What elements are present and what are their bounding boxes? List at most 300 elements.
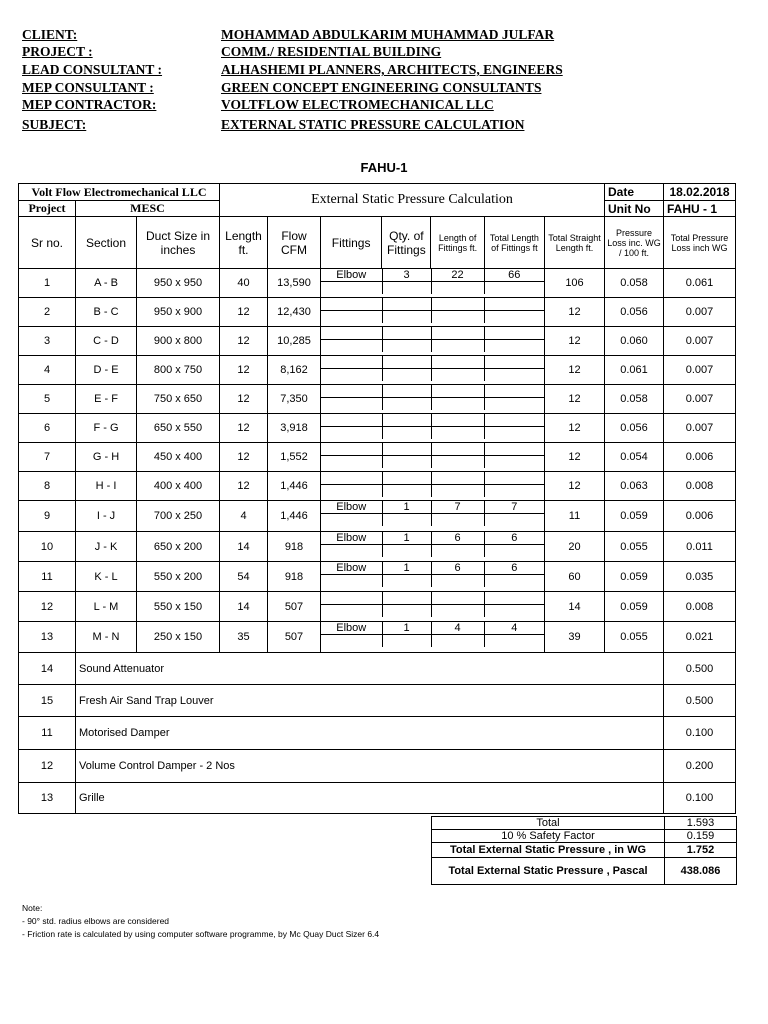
fittings-cell [321, 356, 545, 385]
row-flow: 12,430 [268, 298, 321, 327]
row-loss-per-100ft: 0.055 [605, 532, 664, 562]
fittings-subgrid [321, 269, 544, 294]
row-section: B - C [76, 298, 137, 327]
fitting-total-length: 6 [484, 532, 544, 545]
extra-sr-no: 14 [19, 653, 76, 685]
fittings-cell [321, 532, 545, 562]
fitting-length [431, 472, 484, 485]
table-row [19, 298, 736, 327]
row-flow: 507 [268, 592, 321, 622]
row-sr-no: 4 [19, 356, 76, 385]
row-straight-length: 12 [545, 298, 605, 327]
table-row [19, 385, 736, 414]
row-section: F - G [76, 414, 137, 443]
fitting-blank [484, 369, 544, 382]
row-duct-size: 550 x 150 [137, 592, 220, 622]
extra-description: Fresh Air Sand Trap Louver [76, 685, 664, 717]
summary-esp-pa-label: Total External Static Pressure , Pascal [432, 858, 665, 885]
col-total-straight-length: Total Straight Length ft. [545, 217, 605, 269]
fitting-total-length [484, 414, 544, 427]
row-section: D - E [76, 356, 137, 385]
row-length: 40 [220, 269, 268, 298]
fitting-blank [321, 398, 382, 411]
fittings-cell [321, 298, 545, 327]
row-loss-per-100ft: 0.059 [605, 501, 664, 532]
row-flow: 1,552 [268, 443, 321, 472]
row-total-loss: 0.021 [664, 622, 736, 653]
fitting-blank [321, 427, 382, 440]
row-length: 35 [220, 622, 268, 653]
row-sr-no: 7 [19, 443, 76, 472]
table-row [19, 532, 736, 562]
row-length: 14 [220, 532, 268, 562]
fittings-subgrid [321, 298, 544, 323]
fitting-qty [382, 356, 431, 369]
row-flow: 507 [268, 622, 321, 653]
row-loss-per-100ft: 0.059 [605, 562, 664, 592]
fitting-total-length [484, 385, 544, 398]
col-flow: Flow CFM [268, 217, 321, 269]
table-row-extra [19, 750, 736, 783]
fitting-blank [431, 605, 484, 618]
fitting-name [321, 356, 382, 369]
row-section: M - N [76, 622, 137, 653]
row-straight-length: 11 [545, 501, 605, 532]
company-name: Volt Flow Electromechanical LLC [19, 184, 220, 201]
fitting-length: 7 [431, 501, 484, 514]
row-duct-size: 900 x 800 [137, 327, 220, 356]
fitting-blank [431, 398, 484, 411]
row-flow: 13,590 [268, 269, 321, 298]
table-row-extra [19, 717, 736, 750]
summary-esp-wg-label: Total External Static Pressure , in WG [432, 843, 665, 858]
row-total-loss: 0.008 [664, 592, 736, 622]
project-label-cell: Project [19, 201, 76, 217]
row-duct-size: 550 x 200 [137, 562, 220, 592]
row-section: J - K [76, 532, 137, 562]
summary-esp-wg-value: 1.752 [665, 843, 737, 858]
subject-label: SUBJECT: [22, 117, 87, 132]
table-row [19, 443, 736, 472]
row-flow: 918 [268, 562, 321, 592]
row-sr-no: 10 [19, 532, 76, 562]
fitting-blank [321, 369, 382, 382]
extra-description: Motorised Damper [76, 717, 664, 750]
fitting-blank [321, 514, 382, 527]
col-qty-fittings: Qty. of Fittings [382, 217, 431, 269]
fitting-length: 4 [431, 622, 484, 635]
fittings-subgrid [321, 414, 544, 439]
fitting-length: 6 [431, 562, 484, 575]
fitting-name: Elbow [321, 562, 382, 575]
row-section: I - J [76, 501, 137, 532]
fittings-cell [321, 443, 545, 472]
project-value-cell: MESC [76, 201, 220, 217]
fittings-cell [321, 269, 545, 298]
fittings-subgrid [321, 443, 544, 468]
client-label: CLIENT: [22, 27, 78, 42]
table-row [19, 622, 736, 653]
row-sr-no: 6 [19, 414, 76, 443]
lead-consultant-value: ALHASHEMI PLANNERS, ARCHITECTS, ENGINEERS [221, 62, 563, 77]
fitting-qty [382, 472, 431, 485]
row-straight-length: 12 [545, 327, 605, 356]
fitting-blank [431, 282, 484, 295]
row-section: E - F [76, 385, 137, 414]
row-section: A - B [76, 269, 137, 298]
extra-sr-no: 15 [19, 685, 76, 717]
summary-esp-pa-row [432, 858, 737, 885]
summary-total-value: 1.593 [665, 817, 737, 830]
fitting-blank [382, 635, 431, 648]
fitting-blank [484, 427, 544, 440]
fitting-name: Elbow [321, 532, 382, 545]
col-length: Length ft. [220, 217, 268, 269]
fitting-total-length [484, 327, 544, 340]
unit-value: FAHU - 1 [664, 201, 736, 217]
row-loss-per-100ft: 0.056 [605, 414, 664, 443]
row-section: H - I [76, 472, 137, 501]
row-loss-per-100ft: 0.060 [605, 327, 664, 356]
date-value: 18.02.2018 [664, 184, 736, 201]
row-duct-size: 950 x 950 [137, 269, 220, 298]
extra-total-loss: 0.100 [664, 717, 736, 750]
row-duct-size: 800 x 750 [137, 356, 220, 385]
fitting-blank [382, 369, 431, 382]
fitting-qty [382, 327, 431, 340]
fitting-name: Elbow [321, 269, 382, 282]
row-length: 14 [220, 592, 268, 622]
subject-value: EXTERNAL STATIC PRESSURE CALCULATION [221, 117, 525, 132]
fitting-name [321, 298, 382, 311]
fitting-blank [484, 456, 544, 469]
fitting-blank [321, 635, 382, 648]
fitting-blank [431, 340, 484, 353]
summary-table [431, 816, 737, 885]
row-sr-no: 3 [19, 327, 76, 356]
summary-safety-row [432, 830, 737, 843]
column-header-row [19, 217, 736, 269]
row-total-loss: 0.007 [664, 298, 736, 327]
summary-safety-label: 10 % Safety Factor [432, 830, 665, 843]
row-total-loss: 0.061 [664, 269, 736, 298]
row-duct-size: 950 x 900 [137, 298, 220, 327]
col-total-length-fittings: Total Length of Fittings ft [484, 217, 544, 269]
fitting-total-length: 66 [484, 269, 544, 282]
fitting-blank [484, 340, 544, 353]
fitting-total-length [484, 472, 544, 485]
row-length: 54 [220, 562, 268, 592]
row-straight-length: 39 [545, 622, 605, 653]
mep-contractor-label: MEP CONTRACTOR: [22, 97, 157, 112]
fitting-length [431, 385, 484, 398]
row-loss-per-100ft: 0.063 [605, 472, 664, 501]
col-section: Section [76, 217, 137, 269]
row-straight-length: 106 [545, 269, 605, 298]
fittings-cell [321, 562, 545, 592]
fitting-name: Elbow [321, 501, 382, 514]
table-row [19, 327, 736, 356]
row-flow: 7,350 [268, 385, 321, 414]
fitting-blank [484, 605, 544, 618]
fitting-total-length [484, 443, 544, 456]
row-flow: 918 [268, 532, 321, 562]
row-duct-size: 650 x 550 [137, 414, 220, 443]
fittings-subgrid [321, 562, 544, 587]
row-duct-size: 750 x 650 [137, 385, 220, 414]
fitting-total-length [484, 592, 544, 605]
fitting-blank [382, 545, 431, 558]
col-total-pressure-loss: Total Pressure Loss inch WG [664, 217, 736, 269]
row-section: L - M [76, 592, 137, 622]
fitting-name: Elbow [321, 622, 382, 635]
fitting-name [321, 327, 382, 340]
row-total-loss: 0.007 [664, 385, 736, 414]
extra-description: Grille [76, 783, 664, 814]
row-loss-per-100ft: 0.059 [605, 592, 664, 622]
row-total-loss: 0.006 [664, 443, 736, 472]
fitting-qty [382, 385, 431, 398]
fitting-qty: 3 [382, 269, 431, 282]
fitting-length [431, 356, 484, 369]
fitting-blank [321, 485, 382, 498]
fitting-blank [484, 398, 544, 411]
table-row [19, 472, 736, 501]
fittings-cell [321, 327, 545, 356]
mep-consultant-label: MEP CONSULTANT : [22, 80, 154, 95]
row-length: 4 [220, 501, 268, 532]
esp-table-wrapper [18, 183, 736, 814]
table-title-row [19, 184, 736, 201]
row-sr-no: 12 [19, 592, 76, 622]
row-length: 12 [220, 385, 268, 414]
fitting-name [321, 414, 382, 427]
fitting-blank [484, 282, 544, 295]
date-label: Date [605, 184, 664, 201]
fitting-blank [382, 398, 431, 411]
row-duct-size: 700 x 250 [137, 501, 220, 532]
extra-total-loss: 0.100 [664, 783, 736, 814]
row-loss-per-100ft: 0.056 [605, 298, 664, 327]
notes-title: Note: [22, 903, 43, 913]
fittings-cell [321, 414, 545, 443]
mep-consultant-value: GREEN CONCEPT ENGINEERING CONSULTANTS [221, 80, 542, 95]
fitting-blank [382, 456, 431, 469]
fittings-subgrid [321, 356, 544, 381]
fitting-length [431, 327, 484, 340]
row-flow: 1,446 [268, 472, 321, 501]
fitting-length [431, 592, 484, 605]
row-sr-no: 1 [19, 269, 76, 298]
fitting-total-length: 4 [484, 622, 544, 635]
extra-total-loss: 0.500 [664, 685, 736, 717]
row-total-loss: 0.007 [664, 414, 736, 443]
mep-contractor-value: VOLTFLOW ELECTROMECHANICAL LLC [221, 97, 494, 112]
fitting-blank [484, 311, 544, 324]
summary-total-row [432, 817, 737, 830]
esp-table [18, 183, 736, 814]
fitting-total-length [484, 298, 544, 311]
fitting-qty: 1 [382, 532, 431, 545]
col-pressure-loss-100ft: Pressure Loss inc. WG / 100 ft. [605, 217, 664, 269]
fitting-blank [431, 456, 484, 469]
table-row [19, 562, 736, 592]
fitting-blank [431, 514, 484, 527]
fittings-cell [321, 385, 545, 414]
row-straight-length: 20 [545, 532, 605, 562]
extra-sr-no: 13 [19, 783, 76, 814]
fitting-total-length: 7 [484, 501, 544, 514]
row-flow: 10,285 [268, 327, 321, 356]
col-duct-size: Duct Size in inches [137, 217, 220, 269]
row-straight-length: 12 [545, 443, 605, 472]
sheet-title: FAHU-1 [360, 160, 408, 175]
fitting-blank [431, 427, 484, 440]
project-value: COMM./ RESIDENTIAL BUILDING [221, 44, 442, 59]
fitting-qty [382, 414, 431, 427]
fitting-blank [382, 514, 431, 527]
unit-label: Unit No [605, 201, 664, 217]
fitting-blank [484, 485, 544, 498]
fitting-length [431, 298, 484, 311]
fitting-blank [321, 545, 382, 558]
client-value: MOHAMMAD ABDULKARIM MUHAMMAD JULFAR [221, 27, 555, 42]
fitting-total-length [484, 356, 544, 369]
summary-esp-wg-row [432, 843, 737, 858]
col-srno: Sr no. [19, 217, 76, 269]
row-sr-no: 9 [19, 501, 76, 532]
fitting-length [431, 414, 484, 427]
row-loss-per-100ft: 0.054 [605, 443, 664, 472]
fitting-blank [431, 635, 484, 648]
row-sr-no: 2 [19, 298, 76, 327]
lead-consultant-label: LEAD CONSULTANT : [22, 62, 163, 77]
table-row-extra [19, 653, 736, 685]
fitting-length: 6 [431, 532, 484, 545]
row-loss-per-100ft: 0.058 [605, 269, 664, 298]
row-straight-length: 12 [545, 472, 605, 501]
row-length: 12 [220, 472, 268, 501]
extra-total-loss: 0.500 [664, 653, 736, 685]
fitting-qty: 1 [382, 622, 431, 635]
row-total-loss: 0.035 [664, 562, 736, 592]
row-length: 12 [220, 414, 268, 443]
fitting-blank [431, 311, 484, 324]
fitting-length: 22 [431, 269, 484, 282]
summary-safety-value: 0.159 [665, 830, 737, 843]
row-total-loss: 0.008 [664, 472, 736, 501]
table-row [19, 501, 736, 532]
row-section: G - H [76, 443, 137, 472]
row-total-loss: 0.011 [664, 532, 736, 562]
row-straight-length: 14 [545, 592, 605, 622]
fitting-blank [321, 311, 382, 324]
row-total-loss: 0.007 [664, 356, 736, 385]
extra-total-loss: 0.200 [664, 750, 736, 783]
fittings-cell [321, 592, 545, 622]
table-row [19, 356, 736, 385]
summary-esp-pa-value: 438.086 [665, 858, 737, 885]
fittings-cell [321, 622, 545, 653]
row-length: 12 [220, 356, 268, 385]
row-straight-length: 12 [545, 385, 605, 414]
fitting-blank [431, 545, 484, 558]
row-straight-length: 60 [545, 562, 605, 592]
table-row-extra [19, 685, 736, 717]
col-length-of-fittings: Length of Fittings ft. [431, 217, 484, 269]
fitting-qty [382, 592, 431, 605]
fitting-blank [484, 635, 544, 648]
fitting-blank [382, 605, 431, 618]
extra-sr-no: 12 [19, 750, 76, 783]
row-loss-per-100ft: 0.061 [605, 356, 664, 385]
row-length: 12 [220, 327, 268, 356]
row-total-loss: 0.007 [664, 327, 736, 356]
table-row [19, 269, 736, 298]
fittings-subgrid [321, 472, 544, 497]
row-section: C - D [76, 327, 137, 356]
row-sr-no: 8 [19, 472, 76, 501]
fitting-qty [382, 298, 431, 311]
row-straight-length: 12 [545, 414, 605, 443]
row-loss-per-100ft: 0.058 [605, 385, 664, 414]
row-sr-no: 5 [19, 385, 76, 414]
note-item: - 90° std. radius elbows are considered [22, 916, 170, 926]
row-length: 12 [220, 443, 268, 472]
fittings-subgrid [321, 622, 544, 647]
fitting-blank [382, 282, 431, 295]
fitting-name [321, 443, 382, 456]
fitting-qty [382, 443, 431, 456]
row-duct-size: 250 x 150 [137, 622, 220, 653]
row-length: 12 [220, 298, 268, 327]
col-fittings: Fittings [321, 217, 382, 269]
fitting-blank [382, 575, 431, 588]
fitting-qty: 1 [382, 562, 431, 575]
row-sr-no: 11 [19, 562, 76, 592]
fitting-blank [382, 485, 431, 498]
fitting-blank [382, 340, 431, 353]
row-duct-size: 650 x 200 [137, 532, 220, 562]
extra-description: Volume Control Damper - 2 Nos [76, 750, 664, 783]
fitting-blank [321, 575, 382, 588]
fitting-blank [321, 282, 382, 295]
table-title: External Static Pressure Calculation [220, 184, 605, 217]
row-total-loss: 0.006 [664, 501, 736, 532]
row-flow: 8,162 [268, 356, 321, 385]
extra-description: Sound Attenuator [76, 653, 664, 685]
fittings-subgrid [321, 501, 544, 526]
fitting-total-length: 6 [484, 562, 544, 575]
notes-block [22, 902, 379, 941]
fitting-length [431, 443, 484, 456]
fitting-blank [484, 545, 544, 558]
fitting-blank [431, 575, 484, 588]
fitting-qty: 1 [382, 501, 431, 514]
fitting-blank [382, 427, 431, 440]
fitting-name [321, 592, 382, 605]
row-straight-length: 12 [545, 356, 605, 385]
extra-sr-no: 11 [19, 717, 76, 750]
fitting-blank [321, 605, 382, 618]
row-duct-size: 450 x 400 [137, 443, 220, 472]
fittings-subgrid [321, 327, 544, 352]
project-label: PROJECT : [22, 44, 93, 59]
summary-total-label: Total [432, 817, 665, 830]
fitting-blank [382, 311, 431, 324]
fitting-blank [484, 575, 544, 588]
fittings-subgrid [321, 532, 544, 557]
